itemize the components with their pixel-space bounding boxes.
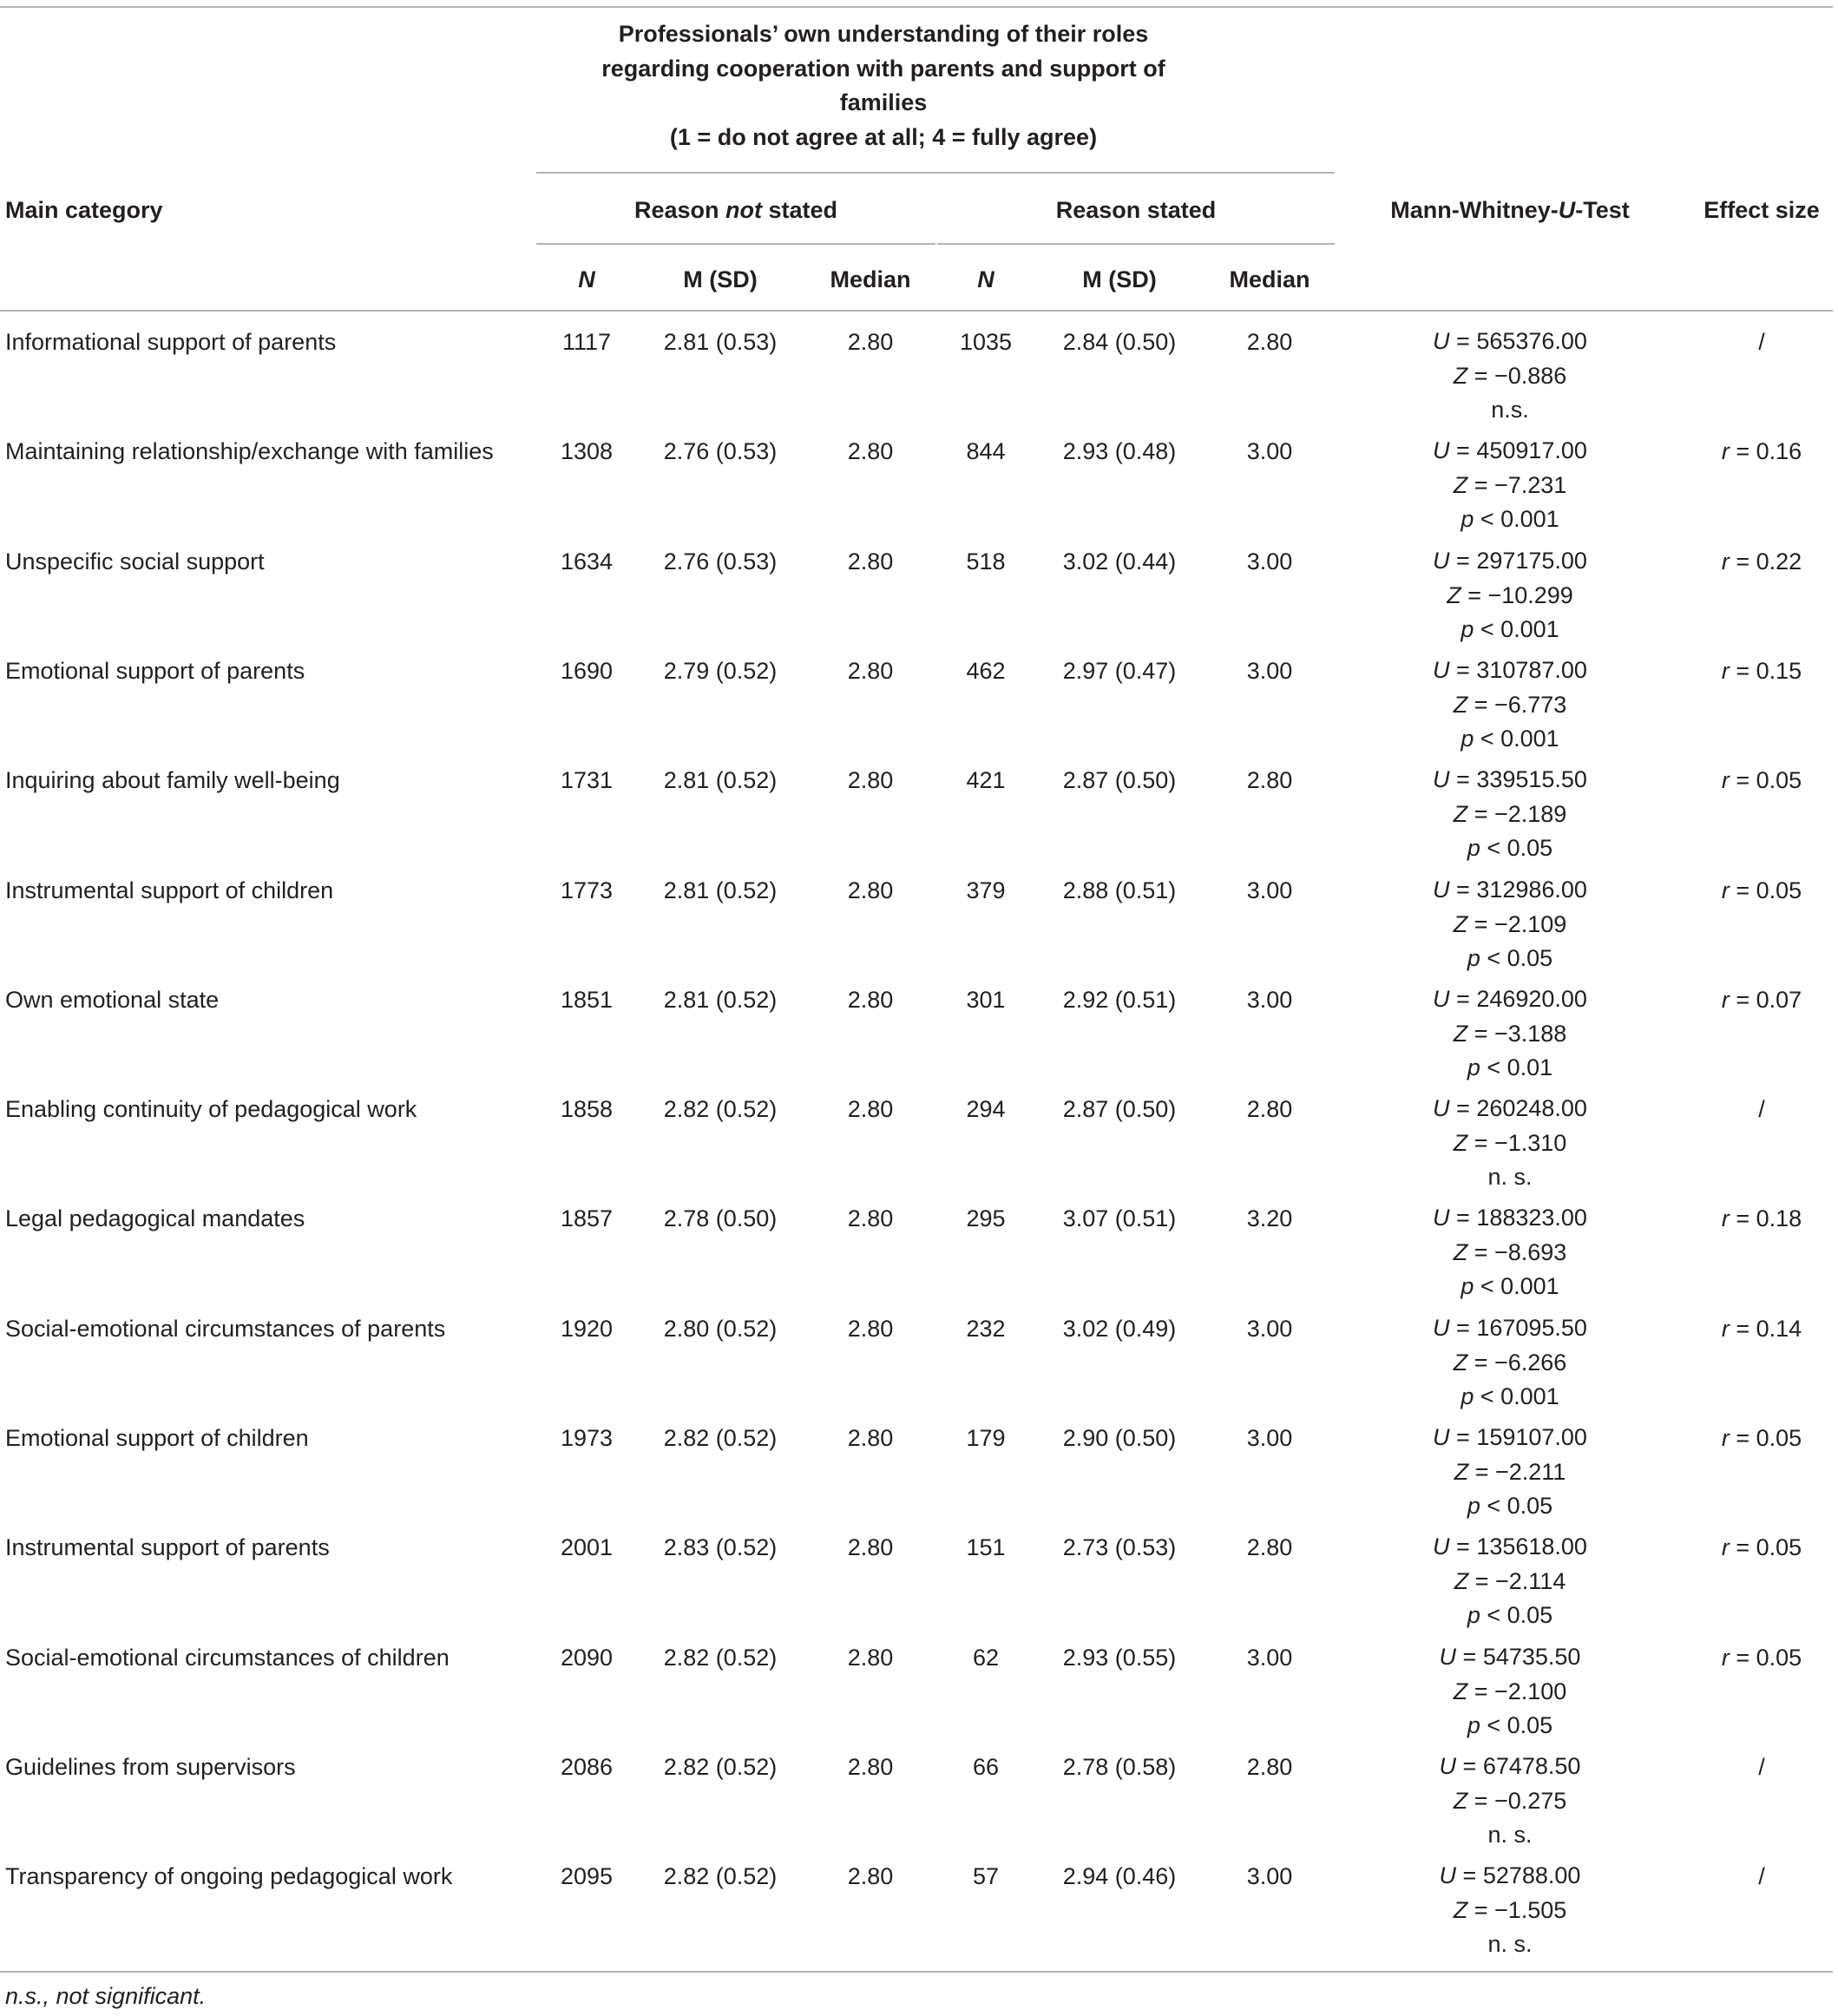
stat-u-symbol: U	[1433, 877, 1450, 903]
cell-median-not-stated: 2.80	[847, 1425, 894, 1451]
cell-category: Instrumental support of parents	[5, 1534, 330, 1560]
cell-median-not-stated: 2.80	[847, 548, 894, 575]
cell-msd-stated: 2.92 (0.51)	[1062, 987, 1177, 1013]
stat-z: Z = −2.189	[1453, 800, 1567, 827]
cell-category: Emotional support of parents	[5, 658, 305, 684]
cell-msd-stated: 2.84 (0.50)	[1062, 329, 1177, 355]
cell-median-stated: 2.80	[1246, 329, 1293, 355]
cell-n-stated: 518	[966, 548, 1006, 575]
stat-z: Z = −2.100	[1453, 1678, 1567, 1704]
cell-msd-stated: 3.02 (0.49)	[1062, 1316, 1177, 1342]
cell-n-not-stated: 1920	[560, 1316, 614, 1342]
cell-mann-whitney	[1341, 1530, 1679, 1633]
stat-u: U = 52788.00	[1439, 1862, 1581, 1888]
stat-u-value: 260248.00	[1476, 1095, 1587, 1121]
cell-median-stated: 3.00	[1246, 1645, 1293, 1671]
cell-n-stated: 232	[966, 1316, 1006, 1342]
cell-msd-not-stated: 2.81 (0.52)	[663, 987, 778, 1013]
stat-u-symbol: U	[1433, 986, 1450, 1012]
cell-mann-whitney	[1341, 1640, 1679, 1743]
cell-category: Enabling continuity of pedagogical work	[5, 1096, 417, 1122]
cell-n-stated: 1035	[959, 329, 1013, 355]
stat-u-symbol: U	[1439, 1753, 1457, 1779]
cell-effect-size: r = 0.15	[1721, 658, 1802, 684]
cell-msd-not-stated: 2.82 (0.52)	[663, 1754, 778, 1780]
cell-n-not-stated: 1773	[560, 877, 614, 903]
stat-u-value: 297175.00	[1476, 548, 1587, 574]
cell-effect-size: r = 0.05	[1721, 1425, 1802, 1451]
group-rule-not-stated	[536, 243, 935, 245]
cell-category: Social-emotional circumstances of children	[5, 1645, 450, 1671]
header-reason-not-stated-em: not	[725, 197, 762, 223]
cell-effect-size: r = 0.18	[1721, 1205, 1802, 1231]
cell-msd-stated: 2.87 (0.50)	[1062, 767, 1177, 793]
stat-z: Z = −2.114	[1454, 1567, 1566, 1594]
stat-u: U = 67478.50	[1439, 1753, 1581, 1779]
stat-u-symbol: U	[1433, 1315, 1450, 1341]
stat-z: Z = −3.188	[1453, 1020, 1567, 1047]
cell-median-not-stated: 2.80	[847, 329, 894, 355]
cell-effect-size: r = 0.16	[1721, 438, 1802, 464]
stat-u-value: 246920.00	[1476, 986, 1587, 1012]
cell-msd-stated: 2.97 (0.47)	[1062, 658, 1177, 684]
cell-median-not-stated: 2.80	[847, 1096, 894, 1122]
cell-mann-whitney	[1341, 544, 1679, 647]
stat-u-value: 67478.50	[1482, 1753, 1581, 1779]
cell-median-stated: 3.00	[1246, 877, 1293, 903]
cell-median-not-stated: 2.80	[847, 1645, 894, 1671]
cell-mann-whitney	[1341, 1311, 1679, 1415]
cell-n-not-stated: 1690	[560, 658, 614, 684]
cell-n-not-stated: 2001	[560, 1534, 614, 1560]
stat-u-value: 188323.00	[1476, 1205, 1587, 1231]
stat-u-value: 159107.00	[1476, 1424, 1587, 1450]
stat-u-value: 312986.00	[1476, 877, 1587, 903]
cell-msd-stated: 2.73 (0.53)	[1062, 1534, 1177, 1560]
stat-u-symbol: U	[1433, 1424, 1450, 1450]
cell-n-stated: 179	[966, 1425, 1006, 1451]
cell-n-stated: 62	[972, 1645, 1000, 1671]
cell-category: Social-emotional circumstances of parents	[5, 1316, 446, 1342]
stat-u-value: 565376.00	[1476, 328, 1587, 354]
stat-u-value: 310787.00	[1476, 657, 1587, 683]
stat-z: Z = −1.310	[1453, 1129, 1567, 1156]
stat-u: U = 312986.00	[1433, 877, 1587, 903]
stat-p: p < 0.001	[1461, 616, 1559, 642]
cell-effect-size: r = 0.05	[1721, 1534, 1802, 1560]
cell-msd-not-stated: 2.82 (0.52)	[663, 1863, 778, 1889]
cell-category: Guidelines from supervisors	[5, 1754, 296, 1780]
cell-median-not-stated: 2.80	[847, 438, 894, 464]
stat-u: U = 310787.00	[1433, 657, 1587, 683]
cell-category: Transparency of ongoing pedagogical work	[5, 1863, 453, 1889]
stat-u: U = 246920.00	[1433, 986, 1587, 1012]
stat-u: U = 135618.00	[1433, 1533, 1587, 1560]
header-effect-size: Effect size	[1703, 197, 1820, 223]
stat-p: n.s.	[1491, 397, 1529, 423]
cell-n-not-stated: 1634	[560, 548, 614, 575]
cell-category: Inquiring about family well-being	[5, 767, 340, 793]
cell-mann-whitney	[1341, 982, 1679, 1086]
stat-p: p < 0.01	[1467, 1054, 1553, 1080]
stat-u-symbol: U	[1433, 657, 1450, 683]
cell-median-stated: 2.80	[1246, 1096, 1293, 1122]
cell-category: Legal pedagogical mandates	[5, 1205, 305, 1231]
stat-p: n. s.	[1487, 1931, 1533, 1957]
stat-p: p < 0.001	[1461, 506, 1559, 532]
stat-u-value: 52788.00	[1482, 1862, 1581, 1888]
cell-median-not-stated: 2.80	[847, 1863, 894, 1889]
cell-median-not-stated: 2.80	[847, 658, 894, 684]
cell-effect-size: r = 0.07	[1721, 987, 1802, 1013]
cell-msd-not-stated: 2.82 (0.52)	[663, 1425, 778, 1451]
cell-n-stated: 295	[966, 1205, 1006, 1231]
cell-mann-whitney	[1341, 873, 1679, 976]
cell-msd-stated: 3.02 (0.44)	[1062, 548, 1177, 575]
stat-z: Z = −6.266	[1453, 1349, 1567, 1376]
stat-u-symbol: U	[1433, 766, 1450, 792]
stat-u: U = 260248.00	[1433, 1095, 1587, 1121]
group-rule-stated	[937, 243, 1335, 245]
cell-msd-not-stated: 2.80 (0.52)	[663, 1316, 778, 1342]
cell-effect-size: /	[1758, 329, 1765, 355]
stat-p: p < 0.05	[1467, 945, 1553, 971]
stat-u-symbol: U	[1433, 1533, 1450, 1560]
cell-n-stated: 462	[966, 658, 1006, 684]
cell-n-stated: 379	[966, 877, 1006, 903]
cell-n-stated: 57	[972, 1863, 1000, 1889]
subheader-msd-2: M (SD)	[1082, 266, 1157, 292]
cell-median-stated: 3.00	[1246, 548, 1293, 575]
cell-mann-whitney	[1341, 434, 1679, 537]
subheader-n-2: N	[977, 266, 994, 292]
stat-p: p < 0.001	[1461, 726, 1559, 752]
cell-category: Instrumental support of children	[5, 877, 334, 903]
cell-mann-whitney	[1341, 1421, 1679, 1524]
stat-p: n. s.	[1487, 1822, 1533, 1848]
cell-msd-stated: 2.93 (0.55)	[1062, 1645, 1177, 1671]
stat-u: U = 565376.00	[1433, 328, 1587, 354]
cell-msd-not-stated: 2.78 (0.50)	[663, 1205, 778, 1231]
subheader-median-1: Median	[830, 266, 911, 292]
cell-msd-not-stated: 2.83 (0.52)	[663, 1534, 778, 1560]
stat-z: Z = −8.693	[1453, 1238, 1567, 1265]
stat-p: p < 0.05	[1467, 1493, 1553, 1519]
cell-msd-not-stated: 2.79 (0.52)	[663, 658, 778, 684]
stat-u: U = 188323.00	[1433, 1205, 1587, 1231]
stat-p: n. s.	[1487, 1164, 1533, 1190]
cell-msd-not-stated: 2.82 (0.52)	[663, 1096, 778, 1122]
cell-effect-size: r = 0.05	[1721, 877, 1802, 903]
cell-median-stated: 2.80	[1246, 1534, 1293, 1560]
header-mwu-pre: Mann-Whitney-	[1390, 197, 1559, 223]
cell-n-not-stated: 1858	[560, 1096, 614, 1122]
spanner-line-2: regarding cooperation with parents and support of	[601, 55, 1165, 82]
cell-msd-not-stated: 2.76 (0.53)	[663, 548, 778, 575]
header-main-category: Main category	[5, 197, 163, 223]
stat-z: Z = −2.211	[1454, 1458, 1566, 1485]
cell-msd-stated: 3.07 (0.51)	[1062, 1205, 1177, 1231]
header-reason-not-stated	[536, 193, 935, 227]
header-reason-stated: Reason stated	[1055, 197, 1217, 223]
stat-p: p < 0.05	[1467, 1602, 1553, 1628]
cell-effect-size: r = 0.05	[1721, 1645, 1802, 1671]
stat-z: Z = −7.231	[1453, 471, 1567, 498]
cell-median-stated: 3.00	[1246, 658, 1293, 684]
stat-z: Z = −0.275	[1453, 1787, 1567, 1814]
stat-z: Z = −2.109	[1453, 910, 1567, 937]
cell-category: Informational support of parents	[5, 329, 337, 355]
cell-mann-whitney	[1341, 763, 1679, 866]
cell-category: Emotional support of children	[5, 1425, 309, 1451]
stat-p: p < 0.001	[1461, 1383, 1559, 1409]
stat-u: U = 159107.00	[1433, 1424, 1587, 1450]
cell-effect-size: /	[1758, 1863, 1765, 1889]
cell-category: Own emotional state	[5, 987, 220, 1013]
cell-category: Maintaining relationship/exchange with families	[5, 438, 494, 464]
cell-effect-size: r = 0.05	[1721, 767, 1802, 793]
header-bottom-rule	[0, 310, 1833, 312]
cell-mann-whitney	[1341, 653, 1679, 757]
cell-effect-size: /	[1758, 1096, 1765, 1122]
cell-n-not-stated: 1731	[560, 767, 614, 793]
cell-n-stated: 151	[966, 1534, 1006, 1560]
cell-median-not-stated: 2.80	[847, 877, 894, 903]
cell-n-not-stated: 1973	[560, 1425, 614, 1451]
stat-p: p < 0.001	[1461, 1273, 1559, 1299]
header-reason-not-stated-pre: Reason	[633, 197, 726, 223]
cell-mann-whitney	[1341, 1092, 1679, 1195]
cell-median-stated: 3.00	[1246, 1425, 1293, 1451]
cell-median-not-stated: 2.80	[847, 1754, 894, 1780]
spanner-line-1: Professionals’ own understanding of their roles	[618, 21, 1149, 47]
cell-median-not-stated: 2.80	[847, 767, 894, 793]
stat-u: U = 339515.50	[1433, 766, 1587, 792]
cell-msd-stated: 2.90 (0.50)	[1062, 1425, 1177, 1451]
cell-n-not-stated: 1857	[560, 1205, 614, 1231]
cell-n-not-stated: 2095	[560, 1863, 614, 1889]
cell-msd-stated: 2.94 (0.46)	[1062, 1863, 1177, 1889]
cell-effect-size: r = 0.22	[1721, 548, 1802, 575]
stat-u-value: 135618.00	[1476, 1533, 1587, 1560]
stat-u-value: 339515.50	[1476, 766, 1587, 792]
cell-n-not-stated: 2090	[560, 1645, 614, 1671]
cell-mann-whitney	[1341, 1750, 1679, 1853]
header-reason-not-stated-post: stated	[762, 197, 838, 223]
spanner-rule	[536, 172, 1335, 174]
footnote: n.s., not significant.	[5, 1983, 207, 2009]
subheader-median-2: Median	[1229, 266, 1310, 292]
cell-effect-size: r = 0.14	[1721, 1316, 1802, 1342]
stat-u-symbol: U	[1439, 1644, 1457, 1670]
cell-n-not-stated: 1117	[561, 329, 612, 355]
stat-u-symbol: U	[1433, 437, 1450, 463]
spanner-line-4: (1 = do not agree at all; 4 = fully agree)	[669, 123, 1098, 150]
cell-median-stated: 2.80	[1246, 1754, 1293, 1780]
stat-u-symbol: U	[1433, 548, 1450, 574]
cell-n-not-stated: 2086	[560, 1754, 614, 1780]
cell-median-stated: 3.20	[1246, 1205, 1293, 1231]
cell-msd-not-stated: 2.81 (0.52)	[663, 877, 778, 903]
stat-z: Z = −1.505	[1453, 1896, 1567, 1923]
header-mwu-post: -Test	[1575, 197, 1630, 223]
stat-z: Z = −0.886	[1453, 362, 1567, 389]
stat-u: U = 167095.50	[1433, 1315, 1587, 1341]
cell-median-stated: 3.00	[1246, 438, 1293, 464]
cell-median-not-stated: 2.80	[847, 1205, 894, 1231]
cell-msd-not-stated: 2.81 (0.53)	[663, 329, 778, 355]
stat-u-symbol: U	[1439, 1862, 1457, 1888]
spanner-line-3: families	[839, 89, 928, 115]
cell-msd-not-stated: 2.81 (0.52)	[663, 767, 778, 793]
cell-median-not-stated: 2.80	[847, 987, 894, 1013]
cell-msd-not-stated: 2.76 (0.53)	[663, 438, 778, 464]
subheader-msd-1: M (SD)	[683, 266, 758, 292]
cell-median-stated: 3.00	[1246, 1863, 1293, 1889]
stat-u-symbol: U	[1433, 1095, 1450, 1121]
cell-n-stated: 421	[966, 767, 1006, 793]
cell-msd-stated: 2.93 (0.48)	[1062, 438, 1177, 464]
header-mwu-em: U	[1558, 197, 1576, 223]
cell-n-stated: 844	[966, 438, 1006, 464]
stat-u: U = 450917.00	[1433, 437, 1587, 463]
stat-u-symbol: U	[1433, 328, 1450, 354]
stat-u-value: 54735.50	[1482, 1644, 1581, 1670]
cell-n-stated: 294	[966, 1096, 1006, 1122]
cell-median-stated: 2.80	[1246, 767, 1293, 793]
cell-median-stated: 3.00	[1246, 1316, 1293, 1342]
header-mann-whitney	[1341, 193, 1679, 227]
cell-msd-not-stated: 2.82 (0.52)	[663, 1645, 778, 1671]
spanner-caption	[536, 17, 1231, 154]
stat-p: p < 0.05	[1467, 835, 1553, 861]
cell-category: Unspecific social support	[5, 548, 265, 575]
cell-mann-whitney	[1341, 1201, 1679, 1304]
cell-median-not-stated: 2.80	[847, 1316, 894, 1342]
cell-msd-stated: 2.78 (0.58)	[1062, 1754, 1177, 1780]
stat-u-value: 167095.50	[1476, 1315, 1587, 1341]
cell-effect-size: /	[1758, 1754, 1765, 1780]
stat-p: p < 0.05	[1467, 1712, 1553, 1738]
cell-n-not-stated: 1308	[560, 438, 614, 464]
stat-u: U = 54735.50	[1439, 1644, 1581, 1670]
cell-median-not-stated: 2.80	[847, 1534, 894, 1560]
bottom-rule	[0, 1971, 1833, 1973]
cell-mann-whitney	[1341, 325, 1679, 428]
cell-msd-stated: 2.87 (0.50)	[1062, 1096, 1177, 1122]
top-rule	[0, 6, 1833, 8]
cell-n-stated: 66	[972, 1754, 1000, 1780]
cell-n-stated: 301	[966, 987, 1006, 1013]
stat-u-symbol: U	[1433, 1205, 1450, 1231]
cell-msd-stated: 2.88 (0.51)	[1062, 877, 1177, 903]
cell-mann-whitney	[1341, 1859, 1679, 1962]
stat-u-value: 450917.00	[1476, 437, 1587, 463]
stat-z: Z = −6.773	[1453, 691, 1567, 718]
stat-u: U = 297175.00	[1433, 548, 1587, 574]
cell-n-not-stated: 1851	[560, 987, 614, 1013]
cell-median-stated: 3.00	[1246, 987, 1293, 1013]
subheader-n-1: N	[578, 266, 595, 292]
stat-z: Z = −10.299	[1447, 581, 1573, 608]
